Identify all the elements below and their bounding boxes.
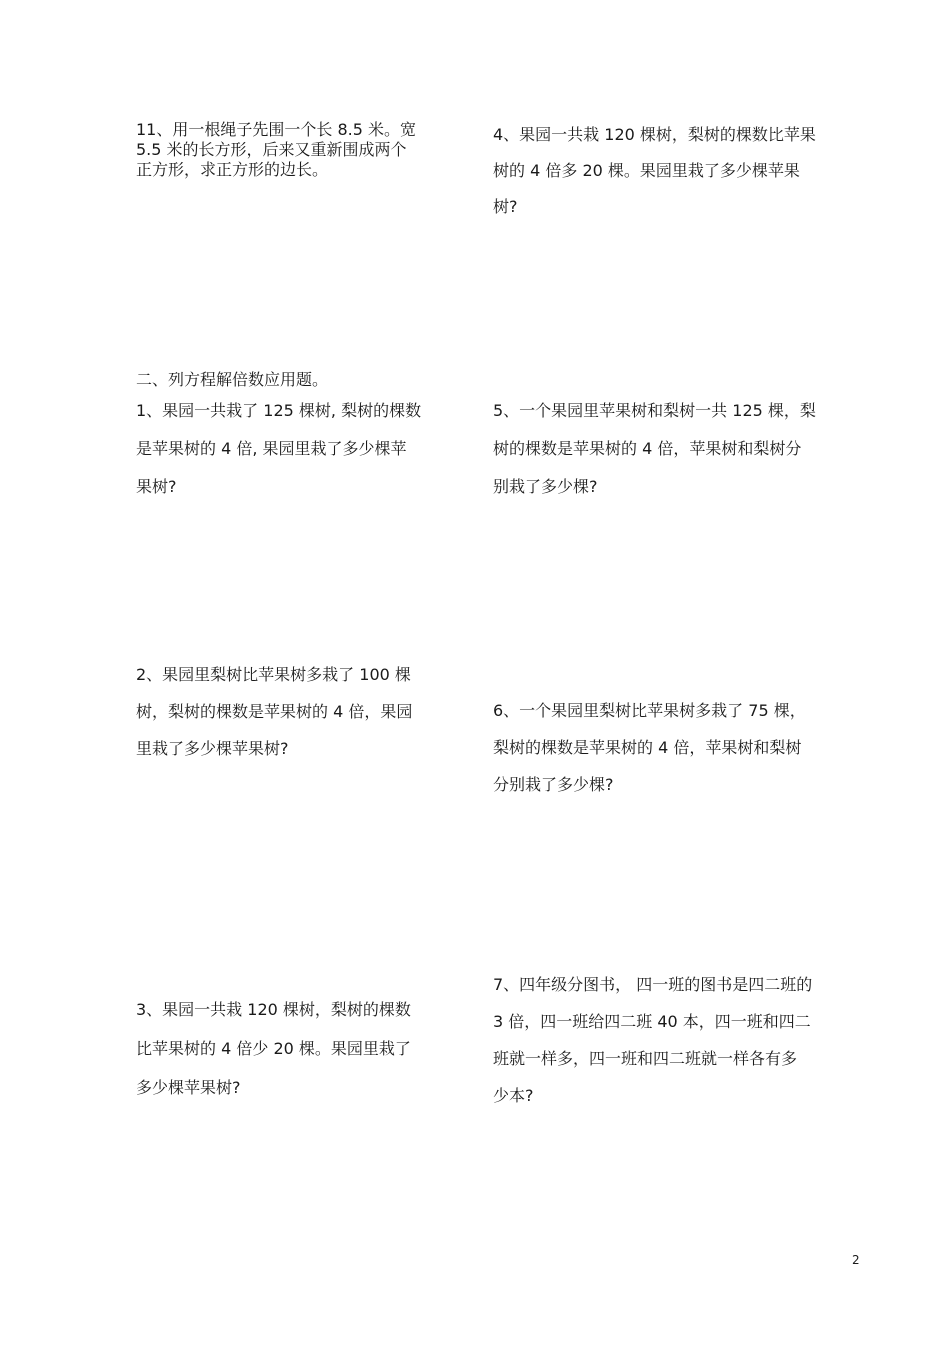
problem-3 [136,990,411,1107]
problem-1-line: 是苹果树的 4 倍, 果园里栽了多少棵苹 [136,439,407,458]
section-heading [136,370,328,390]
problem-6-line: 分别栽了多少棵? [493,775,614,794]
problem-3-line: 3、果园一共栽 120 棵树，梨树的棵数 [136,1000,411,1019]
problem-3-line: 多少棵苹果树? [136,1078,241,1097]
problem-7-line: 班就一样多，四一班和四二班就一样各有多 [493,1049,798,1068]
problem-4-line: 树? [493,197,518,216]
problem-1 [136,392,421,506]
problem-6 [493,692,806,803]
problem-11 [136,120,416,180]
section-heading-text: 二、列方程解倍数应用题。 [136,370,329,389]
problem-5-line: 树的棵数是苹果树的 4 倍，苹果树和梨树分 [493,439,802,458]
problem-11-line: 正方形，求正方形的边长。 [136,160,329,179]
problem-6-line: 梨树的棵数是苹果树的 4 倍，苹果树和梨树 [493,738,802,757]
problem-2-line: 2、果园里梨树比苹果树多栽了 100 棵 [136,665,411,684]
problem-1-line: 1、果园一共栽了 125 棵树, 梨树的棵数 [136,401,422,420]
problem-1-line: 果树? [136,477,177,496]
problem-7 [493,966,812,1114]
problem-5-line: 别栽了多少棵? [493,477,598,496]
problem-2-line: 树，梨树的棵数是苹果树的 4 倍，果园 [136,702,413,721]
problem-2-line: 里栽了多少棵苹果树? [136,739,289,758]
problem-7-line: 7、四年级分图书， 四一班的图书是四二班的 [493,975,813,994]
page-number: 2 [852,1253,860,1267]
problem-4-line: 4、果园一共栽 120 棵树，梨树的棵数比苹果 [493,125,816,144]
problem-5-line: 5、一个果园里苹果树和梨树一共 125 棵，梨 [493,401,816,420]
problem-7-line: 3 倍，四一班给四二班 40 本，四一班和四二 [493,1012,811,1031]
problem-5 [493,392,816,506]
problem-4 [493,117,816,225]
problem-2 [136,656,412,767]
problem-7-line: 少本? [493,1086,534,1105]
problem-3-line: 比苹果树的 4 倍少 20 棵。果园里栽了 [136,1039,411,1058]
problem-4-line: 树的 4 倍多 20 棵。果园里栽了多少棵苹果 [493,161,800,180]
problem-11-line: 11、用一根绳子先围一个长 8.5 米。宽 [136,120,416,139]
problem-6-line: 6、一个果园里梨树比苹果树多栽了 75 棵， [493,701,806,720]
problem-11-line: 5.5 米的长方形，后来又重新围成两个 [136,140,407,159]
